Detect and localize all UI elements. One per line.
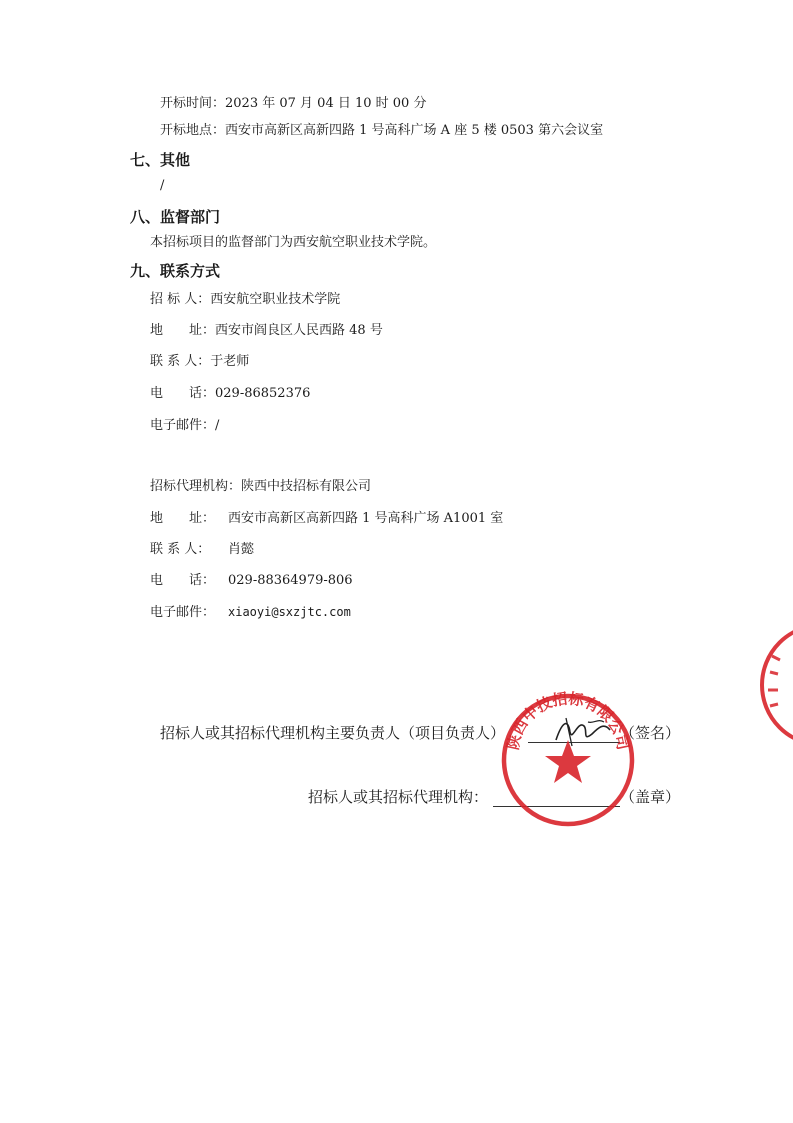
agency-contact-value: 肖懿 xyxy=(228,542,255,557)
section8-content: 本招标项目的监督部门为西安航空职业技术学院。 xyxy=(150,235,437,250)
tenderer-address-line xyxy=(150,323,383,339)
open-place-label: 开标地点： xyxy=(160,123,226,138)
tenderer-phone-value: 029-86852376 xyxy=(215,386,311,401)
edge-seal-icon xyxy=(756,620,793,750)
agency-phone-line xyxy=(150,573,353,589)
tenderer-name-value: 西安航空职业技术学院 xyxy=(210,292,341,307)
section9-heading: 九、联系方式 xyxy=(130,262,221,280)
tenderer-contact-value: 于老师 xyxy=(210,354,250,369)
agency-address-line xyxy=(150,511,503,527)
company-seal-icon xyxy=(498,690,638,830)
tenderer-phone-line xyxy=(150,386,310,402)
open-place-line xyxy=(160,123,603,139)
org-seal-label: 招标人或其招标代理机构： xyxy=(308,788,489,806)
section8-heading: 八、监督部门 xyxy=(130,208,221,226)
tenderer-contact-label: 联 系 人： xyxy=(150,354,211,369)
agency-phone-value: 029-88364979-806 xyxy=(228,573,353,588)
tenderer-contact-line xyxy=(150,354,249,370)
responsible-signature-suffix: （签名） xyxy=(620,724,681,742)
seal-text: 陕西中技招标有限公司 xyxy=(503,690,633,752)
agency-phone-label: 电 话： xyxy=(150,573,216,588)
agency-contact-line xyxy=(150,542,254,558)
responsible-signature-label: 招标人或其招标代理机构主要负责人（项目负责人） xyxy=(160,724,506,742)
tenderer-email-value: / xyxy=(215,418,220,433)
tenderer-name-label: 招 标 人： xyxy=(150,292,211,307)
tenderer-email-line xyxy=(150,418,219,434)
agency-email-label: 电子邮件： xyxy=(150,605,216,620)
section7-content: / xyxy=(160,178,165,193)
agency-name-value: 陕西中技招标有限公司 xyxy=(241,479,372,494)
tenderer-phone-label: 电 话： xyxy=(150,386,216,401)
tenderer-name-line xyxy=(150,292,340,308)
tenderer-email-label: 电子邮件： xyxy=(150,418,216,433)
agency-address-value: 西安市高新区高新四路 1 号高科广场 A1001 室 xyxy=(228,511,504,526)
org-seal-suffix: （盖章） xyxy=(620,788,681,806)
open-place-value: 西安市高新区高新四路 1 号高科广场 A 座 5 楼 0503 第六会议室 xyxy=(225,123,604,138)
open-time-line xyxy=(160,96,426,112)
agency-email-line xyxy=(150,604,351,621)
agency-name-label: 招标代理机构： xyxy=(150,479,242,494)
open-time-label: 开标时间： xyxy=(160,96,226,111)
agency-contact-label: 联 系 人： xyxy=(150,542,211,557)
section7-heading: 七、其他 xyxy=(130,151,191,169)
tenderer-address-label: 地 址： xyxy=(150,323,216,338)
agency-name-line xyxy=(150,479,371,495)
agency-address-label: 地 址： xyxy=(150,511,216,526)
tenderer-address-value: 西安市阎良区人民西路 48 号 xyxy=(215,323,383,338)
open-time-value: 2023 年 07 月 04 日 10 时 00 分 xyxy=(225,96,427,111)
agency-email-value: xiaoyi@sxzjtc.com xyxy=(228,605,351,619)
